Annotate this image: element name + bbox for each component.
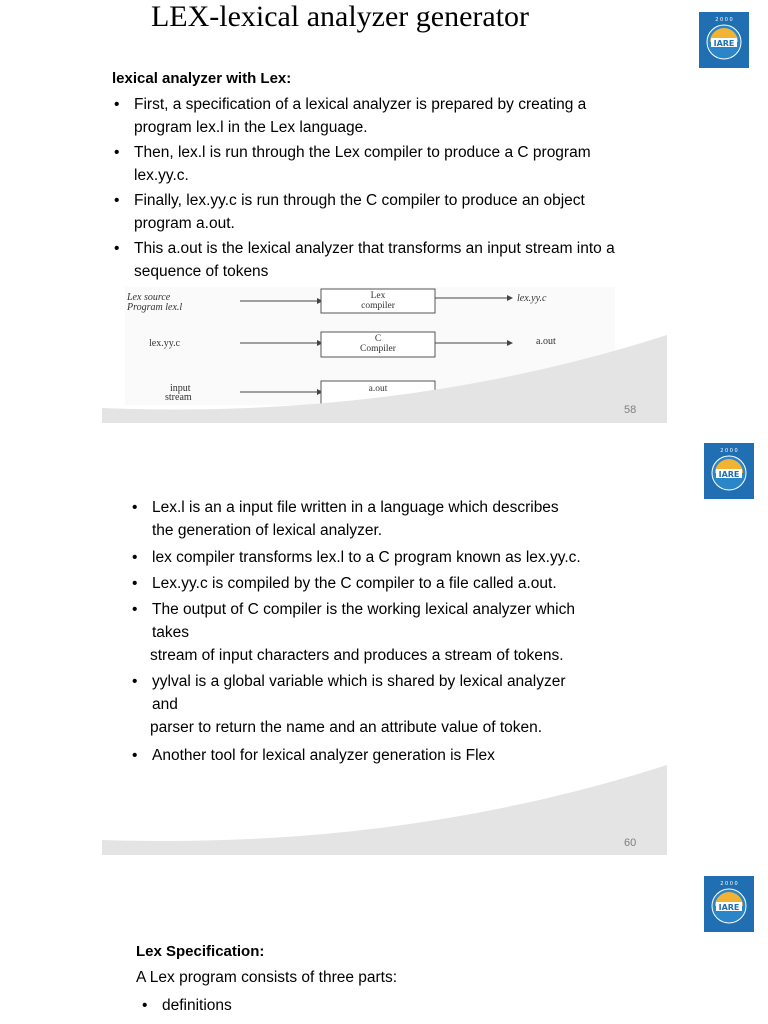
diagram-input-1: Lex source [127, 292, 171, 303]
slide1-footer-swoosh [102, 330, 667, 425]
svg-text:a.out: a.out [368, 384, 388, 394]
list-item: • Lex.l is an a input file written in a language which describes the generation of lexical analyzer. [132, 499, 559, 539]
diagram-input-2: lex.yy.c [149, 338, 181, 349]
logo-text: IARE [718, 470, 740, 479]
list-item: • This a.out is the lexical analyzer that transforms an input stream into a sequence of tokens [114, 240, 615, 280]
slide2-footer-swoosh [102, 762, 667, 857]
svg-text:stream: stream [165, 392, 192, 403]
list-item: • Then, lex.l is run through the Lex compiler to produce a C program lex.yy.c. [114, 144, 591, 184]
iare-logo [704, 443, 754, 499]
list-item: • Lex.yy.c is compiled by the C compiler to a file called a.out. [132, 575, 557, 592]
logo-year: 2 0 0 0 [720, 448, 738, 454]
slide1-subheading: lexical analyzer with Lex: [112, 70, 292, 87]
slide1-bullet-list [114, 93, 644, 283]
iare-logo [704, 876, 754, 932]
svg-text:C: C [374, 334, 382, 344]
list-item: • Finally, lex.yy.c is run through the C compiler to produce an object program a.out. [114, 192, 585, 232]
svg-text:Program lex.l: Program lex.l [127, 302, 183, 313]
slide-title: LEX-lexical analyzer generator [150, 0, 530, 33]
logo-year: 2 0 0 0 [720, 881, 738, 887]
logo-text: IARE [718, 903, 740, 912]
slide2-bullet-list [132, 496, 632, 767]
diagram-input-3: input [170, 383, 191, 394]
logo-year: 2 0 0 0 [715, 17, 733, 23]
list-item: • The output of C compiler is the working lexical analyzer which takes stream of input characters and produces a stream of tokens. [132, 601, 575, 664]
svg-text:Compiler: Compiler [360, 344, 396, 354]
list-item: • definitions [142, 997, 232, 1014]
list-item: • First, a specification of a lexical analyzer is prepared by creating a program lex.l in the Lex language. [114, 96, 587, 136]
svg-text:Lex: Lex [370, 291, 386, 301]
diagram-output-1: lex.yy.c [517, 293, 547, 304]
slide3-intro: A Lex program consists of three parts: [136, 969, 398, 986]
slide3-heading: Lex Specification: [136, 943, 265, 960]
svg-text:compiler: compiler [361, 301, 395, 311]
logo-text: IARE [713, 39, 735, 48]
diagram-output-2: a.out [536, 336, 556, 347]
iare-logo [699, 12, 749, 68]
slide3-bullet-list [142, 994, 562, 1017]
list-item: • lex compiler transforms lex.l to a C program known as lex.yy.c. [132, 549, 581, 566]
page-number: 60 [624, 837, 637, 849]
page-number: 58 [624, 404, 637, 416]
list-item: • yylval is a global variable which is shared by lexical analyzer and parser to return the name and an attribute value of token. [132, 673, 566, 736]
list-item: • Another tool for lexical analyzer generation is Flex [132, 747, 495, 764]
